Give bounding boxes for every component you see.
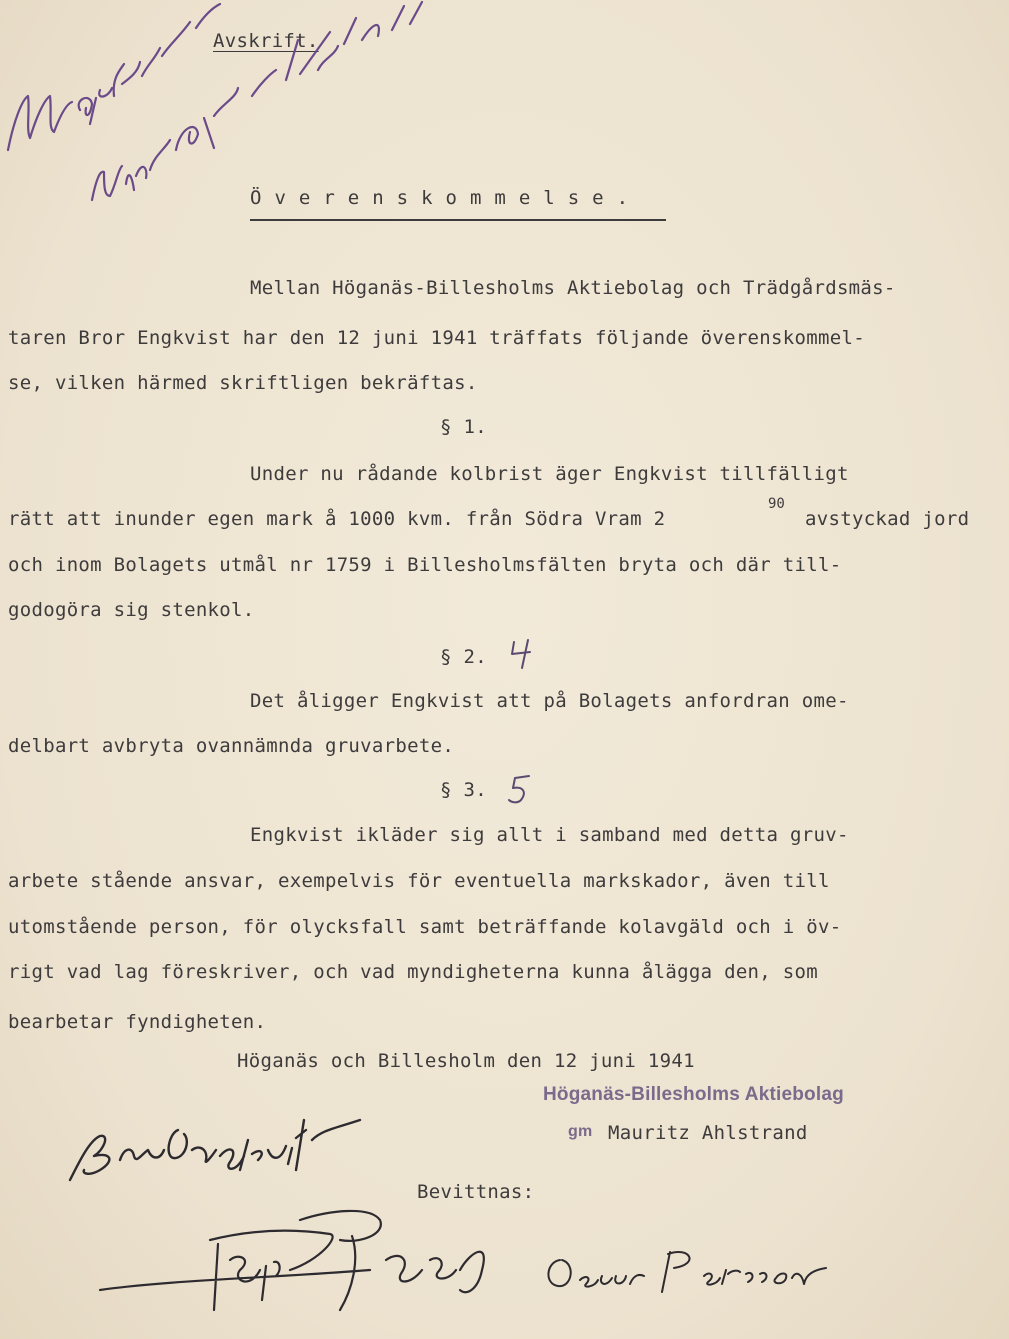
section-1-heading: § 1. — [440, 416, 487, 438]
signature-oscar-persson — [540, 1240, 840, 1300]
place-date: Höganäs och Billesholm den 12 juni 1941 — [237, 1050, 695, 1072]
section-1-line-4: godogöra sig stenkol. — [8, 599, 255, 621]
section-1-line-2b: avstyckad jord — [805, 508, 970, 530]
section-3-line-3: utomstående person, för olycksfall samt beträffande kolavgäld och i öv- — [8, 916, 842, 938]
signatory-prefix: gm — [568, 1123, 593, 1140]
copy-label: Avskrift. — [213, 30, 319, 52]
intro-line-3: se, vilken härmed skriftligen bekräftas. — [8, 372, 478, 394]
handwritten-number-4 — [508, 636, 538, 672]
section-1-line-3: och inom Bolagets utmål nr 1759 i Billesholmsfälten bryta och där till- — [8, 554, 842, 576]
section-2-heading: § 2. — [440, 646, 487, 668]
section-2-line-1: Det åligger Engkvist att på Bolagets anfordran ome- — [250, 690, 849, 712]
section-3-line-5: bearbetar fyndigheten. — [8, 1011, 267, 1033]
document-title: Överenskommelse. — [250, 187, 642, 209]
section-1-line-2a: rätt att inunder egen mark å 1000 kvm. från Södra Vram 2 — [8, 508, 666, 530]
section-3-heading: § 3. — [440, 779, 487, 801]
section-1-superscript: 90 — [768, 496, 785, 512]
company-stamp: Höganäs-Billesholms Aktiebolag — [543, 1084, 844, 1105]
margin-notes-handwriting — [0, 0, 460, 230]
section-3-line-4: rigt vad lag föreskriver, och vad myndigheterna kunna ålägga den, som — [8, 961, 818, 983]
intro-line-1: Mellan Höganäs-Billesholms Aktiebolag och Trädgårdsmäs- — [250, 277, 896, 299]
witness-label: Bevittnas: — [417, 1181, 535, 1203]
section-2-line-2: delbart avbryta ovannämnda gruvarbete. — [8, 735, 455, 757]
section-1-line-1: Under nu rådande kolbrist äger Engkvist tillfälligt — [250, 463, 849, 485]
signature-witness-1 — [90, 1200, 560, 1330]
intro-line-2: taren Bror Engkvist har den 12 juni 1941 träffats följande överenskommel- — [8, 327, 865, 349]
handwritten-number-5 — [505, 772, 535, 806]
signature-bror-engkvist — [60, 1100, 400, 1190]
section-3-line-2: arbete stående ansvar, exempelvis för eventuella markskador, även till — [8, 870, 830, 892]
signatory-name: Mauritz Ahlstrand — [608, 1122, 808, 1144]
section-3-line-1: Engkvist ikläder sig allt i samband med detta gruv- — [250, 824, 849, 846]
